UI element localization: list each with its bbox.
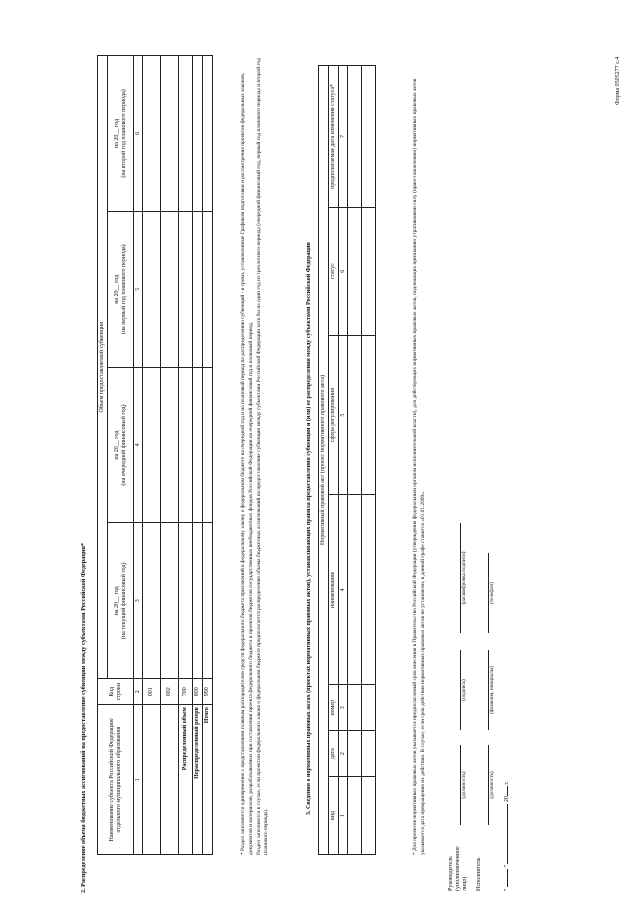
note-paragraph: * Раздел заполняется одновременно с представлением главным распорядителем средств федерального бюджета приложений к федеральному закону о федеральном бюджете на очередной год и на плановый период по распределению субвенций - в сроки, установленные Графиком подготовки и рассмотрения проектов федеральных законов, документов и материалов, разрабатываемых при составлении проекта федерального бюджета и проектов бюджетов государственных внебюджетных фондов Российской Федерации на очередной финансовый год и плановый период. bbox=[240, 72, 254, 855]
subvention-distribution-table bbox=[97, 55, 213, 855]
signature-line bbox=[452, 745, 461, 825]
column-number-row: 1 2 3 4 5 6 7 bbox=[339, 66, 348, 855]
signature-line bbox=[480, 745, 489, 825]
table-row bbox=[348, 66, 362, 855]
table-row: 002 bbox=[161, 56, 179, 855]
section2-notes bbox=[240, 55, 271, 855]
section3-title: 3. Сведения о нормативных правовых актах (проектах нормативных правовых актов), устанавливающих правила предоставления субвенции и (или) ее распределения между субъектами Российской Федерации bbox=[306, 242, 312, 815]
caption-signature: (подпись) bbox=[461, 679, 467, 701]
header-volume: Объем предоставляемой субвенции bbox=[98, 56, 108, 679]
form-id: Форма 0505277 с.4 bbox=[615, 56, 621, 105]
legal-acts-table bbox=[318, 65, 376, 855]
signature-line bbox=[452, 650, 461, 730]
header-year-plan1: на 20__ год (на первый год планового периода) bbox=[108, 211, 134, 367]
executor-label: Исполнитель bbox=[476, 857, 482, 891]
table-row: Итого 990 bbox=[203, 56, 213, 855]
column-number-row: 1 2 3 4 5 6 bbox=[134, 56, 143, 855]
section3-footnote: * Для проектов нормативных правовых актов указывается предполагаемый срок внесения в Правительство Российской Федерации (утверждения федеральным органом исполнительной власти), для действующих нормативных правовых актов, подлежащих признанию утратившими силу (приостановлению) нормативных правовых актов указывается дата прекращения их действия. В случае, если срок действия нормативных правовых актов не установлен, в данной графе ставится «01.01.2099». bbox=[412, 78, 426, 855]
header-code: Код строки bbox=[98, 679, 134, 705]
header-npa: Нормативный правовой акт (проект нормативного правового акта) bbox=[319, 66, 329, 855]
section2-title: 2. Распределение объема бюджетных ассигнований на предоставление субвенции между субъектами Российской Федерации* bbox=[80, 542, 87, 893]
header-year-next: на 20__ год (на очередной финансовый год) bbox=[108, 367, 134, 523]
caption-phone: (телефон) bbox=[489, 582, 495, 604]
note-paragraph: Раздел заполняется в случае, если проектом федерального закона о федеральном бюджете предполагается распределение объема бюджетных ассигнований на предоставление субвенции между субъектами Российской Федерации хотя бы на один год из трехлетнего периода (очередной финансовый год, первый год планового периода и второй год планового периода). bbox=[255, 58, 270, 855]
header-year-plan2: на 20__ год (на второй год планового периода) bbox=[108, 56, 134, 212]
head-label: Руководитель (уполномоченное лицо) bbox=[448, 846, 468, 891]
date-line: " " 20 г. bbox=[504, 781, 510, 891]
caption-position: (должность) bbox=[461, 771, 467, 799]
table-row: Нераспределенный резерв 800 bbox=[193, 56, 203, 855]
header-year-current: на 20__ год (на текущий финансовый год) bbox=[108, 523, 134, 679]
table-row bbox=[362, 66, 376, 855]
signature-line bbox=[452, 523, 461, 633]
header-row: вид дата номер наименование сфера регулирования статус предполагаемая дата изменения статуса* bbox=[329, 66, 339, 855]
caption-fio: (фамилия, инициалы) bbox=[489, 666, 495, 714]
signature-line bbox=[480, 553, 489, 633]
header-name: Наименование субъекта Российской Федерации/ отдельного муниципального образования bbox=[98, 705, 134, 855]
caption-position: (должность) bbox=[489, 771, 495, 799]
caption-name: (расшифровка подписи) bbox=[461, 551, 467, 605]
signature-line bbox=[480, 650, 489, 730]
table-row: 001 bbox=[143, 56, 161, 855]
table-row: Распределенный объем 700 bbox=[179, 56, 193, 855]
